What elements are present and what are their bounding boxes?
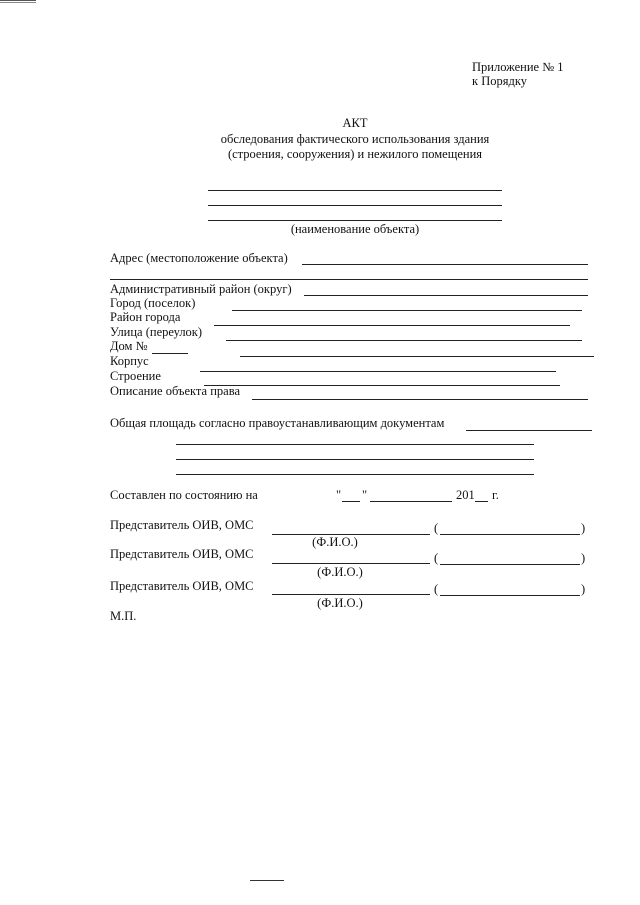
object-name-line[interactable] bbox=[208, 190, 502, 191]
representative-1-paren-close: ) bbox=[581, 521, 586, 535]
document-heading: АКТ bbox=[342, 116, 368, 130]
representative-3-label: Представитель ОИВ, ОМС bbox=[110, 579, 254, 593]
korpus-label: Корпус bbox=[110, 354, 149, 368]
street-label: Улица (переулок) bbox=[110, 325, 203, 339]
city-area-label: Район города bbox=[110, 310, 181, 324]
building-line[interactable] bbox=[204, 385, 560, 386]
document-title-line-1: обследования фактического использования здания bbox=[220, 132, 490, 146]
representative-1-label: Представитель ОИВ, ОМС bbox=[110, 518, 254, 532]
area-label: Общая площадь согласно правоустанавливающим документам bbox=[110, 416, 445, 430]
description-label: Описание объекта права bbox=[110, 384, 240, 398]
address-line-2[interactable] bbox=[110, 279, 588, 280]
representative-3-name-line[interactable] bbox=[440, 595, 580, 596]
annex-line-1: Приложение № 1 bbox=[472, 60, 564, 74]
annex-line-2: к Порядку bbox=[472, 74, 527, 88]
date-quote-open: " bbox=[336, 488, 342, 502]
house-label: Дом № bbox=[110, 339, 148, 353]
city-area-line[interactable] bbox=[214, 325, 570, 326]
house-number-line[interactable] bbox=[152, 353, 188, 354]
representative-2-paren-open: ( bbox=[434, 551, 439, 565]
district-line[interactable] bbox=[304, 295, 588, 296]
representative-2-paren-close: ) bbox=[581, 551, 586, 565]
area-line[interactable] bbox=[466, 430, 592, 431]
date-month-line[interactable] bbox=[370, 501, 452, 502]
representative-2-caption: (Ф.И.О.) bbox=[317, 565, 363, 579]
scan-mark bbox=[0, 2, 36, 3]
document-title-line-2: (строения, сооружения) и нежилого помещения bbox=[227, 147, 483, 161]
representative-2-label: Представитель ОИВ, ОМС bbox=[110, 547, 254, 561]
date-year-suffix: г. bbox=[492, 488, 499, 502]
street-line[interactable] bbox=[226, 340, 582, 341]
area-line-4[interactable] bbox=[176, 474, 534, 475]
address-line[interactable] bbox=[302, 264, 588, 265]
date-label: Составлен по состоянию на bbox=[110, 488, 258, 502]
city-label: Город (поселок) bbox=[110, 296, 196, 310]
representative-3-signature-line[interactable] bbox=[272, 594, 430, 595]
representative-1-caption: (Ф.И.О.) bbox=[312, 535, 358, 549]
representative-1-paren-open: ( bbox=[434, 521, 439, 535]
date-year-line[interactable] bbox=[475, 501, 488, 502]
district-label: Административный район (округ) bbox=[110, 282, 292, 296]
address-label: Адрес (местоположение объекта) bbox=[110, 251, 288, 265]
stamp-label: М.П. bbox=[110, 609, 137, 623]
building-label: Строение bbox=[110, 369, 161, 383]
area-line-2[interactable] bbox=[176, 444, 534, 445]
korpus-line[interactable] bbox=[200, 371, 556, 372]
scan-mark bbox=[0, 0, 36, 1]
representative-1-name-line[interactable] bbox=[440, 534, 580, 535]
object-name-line[interactable] bbox=[208, 205, 502, 206]
representative-3-paren-close: ) bbox=[581, 582, 586, 596]
description-line[interactable] bbox=[252, 399, 588, 400]
object-name-caption: (наименование объекта) bbox=[290, 222, 420, 236]
city-line[interactable] bbox=[232, 310, 582, 311]
representative-3-caption: (Ф.И.О.) bbox=[317, 596, 363, 610]
representative-3-paren-open: ( bbox=[434, 582, 439, 596]
date-day-line[interactable] bbox=[342, 501, 360, 502]
object-name-line[interactable] bbox=[208, 220, 502, 221]
date-quote-close: " bbox=[362, 488, 368, 502]
house-line[interactable] bbox=[240, 356, 594, 357]
date-year-prefix: 201 bbox=[456, 488, 475, 502]
representative-2-signature-line[interactable] bbox=[272, 563, 430, 564]
footer-rule bbox=[250, 880, 284, 881]
area-line-3[interactable] bbox=[176, 459, 534, 460]
representative-2-name-line[interactable] bbox=[440, 564, 580, 565]
